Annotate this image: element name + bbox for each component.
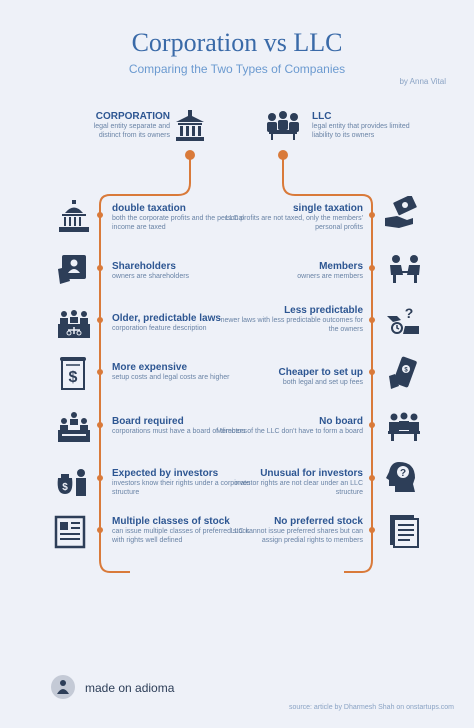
right-item-4 [213,367,363,387]
right-item-title: No preferred stock [274,516,363,527]
court-judge-icon [56,306,92,342]
group-people-icon [386,409,422,445]
government-building-icon [172,108,208,144]
left-item-title: double taxation [112,203,186,214]
right-item-3 [213,305,363,334]
left-item-title: Older, predictable laws [112,313,221,324]
head-question-icon [383,460,419,496]
right-item-2 [213,261,363,281]
stock-certificate-icon [54,514,90,550]
board-meeting-icon [56,410,92,446]
capitol-building-icon [56,199,92,235]
right-item-6 [213,468,363,497]
left-item-desc: both the corporate profits and the personal income are taxed [112,215,244,231]
left-item-title: Shareholders [112,261,176,272]
right-item-title: Unusual for investors [260,468,363,479]
svg-text:$: $ [404,367,408,374]
right-item-5 [213,416,363,436]
right-item-desc: Members of the LLC don't have to form a board [216,428,363,435]
svg-text:?: ? [404,305,414,321]
page-title: Corporation vs LLC [131,28,343,57]
two-members-icon [387,251,423,287]
right-item-1 [213,203,363,232]
right-item-desc: owners are members [297,273,363,280]
svg-text:?: ? [399,468,407,479]
left-item-desc: setup costs and legal costs are higher [112,374,230,381]
left-item-title: Multiple classes of stock [112,516,230,527]
left-item-desc: investors know their rights under a corporate structure [112,480,251,496]
adioma-logo-icon [50,674,76,700]
invoice-dollar-icon [56,356,92,392]
right-item-desc: LLC cannot issue preferred shares but can assign predial rights to members [230,528,363,544]
right-item-title: Cheaper to set up [278,367,363,378]
left-item-desc: owners are shareholders [112,273,190,280]
llc-header [312,111,422,140]
right-item-title: Less predictable [284,305,363,316]
question-hand-icon [385,304,421,340]
document-icon [386,513,422,549]
phone-payment-icon [385,356,421,392]
right-item-7 [213,516,363,545]
llc-title: LLC [312,111,332,122]
svg-text:$: $ [62,482,68,493]
source-text: source: article by Dharmesh Shah on onstartups.com [289,704,454,711]
svg-text:$: $ [68,369,78,386]
llc-desc: legal entity that provides limited liability to its owners [312,123,410,139]
right-item-title: No board [319,416,363,427]
left-item-desc: corporation feature description [112,325,207,332]
left-item-desc: can issue multiple classes of preferred stock with rights well defined [112,528,250,544]
meeting-people-icon [265,108,301,144]
byline: by Anna Vital [399,77,446,86]
id-card-hand-icon [56,251,92,287]
money-hand-icon [383,196,419,232]
right-item-title: single taxation [292,203,363,214]
footer-logo-text[interactable]: made on adioma [85,681,175,695]
investor-money-bag-icon [54,464,90,500]
corporation-header [90,111,170,140]
left-item-title: Board required [112,416,184,427]
corporation-desc: legal entity separate and distinct from its owners [93,123,170,139]
right-item-title: Members [319,261,363,272]
right-item-desc: LLC profits are not taxed, only the members' personal profits [225,215,363,231]
left-item-desc: corporations must have a board of directors [112,428,248,435]
page-subtitle: Comparing the Two Types of Companies [128,62,346,76]
right-item-desc: investor rights are not clear under an LLC structure [234,480,363,496]
corporation-title: CORPORATION [95,111,170,122]
left-item-title: Expected by investors [112,468,219,479]
right-item-desc: both legal and set up fees [282,379,363,386]
right-item-desc: newer laws with less predictable outcomes for the owners [220,317,363,333]
left-item-title: More expensive [112,362,188,373]
